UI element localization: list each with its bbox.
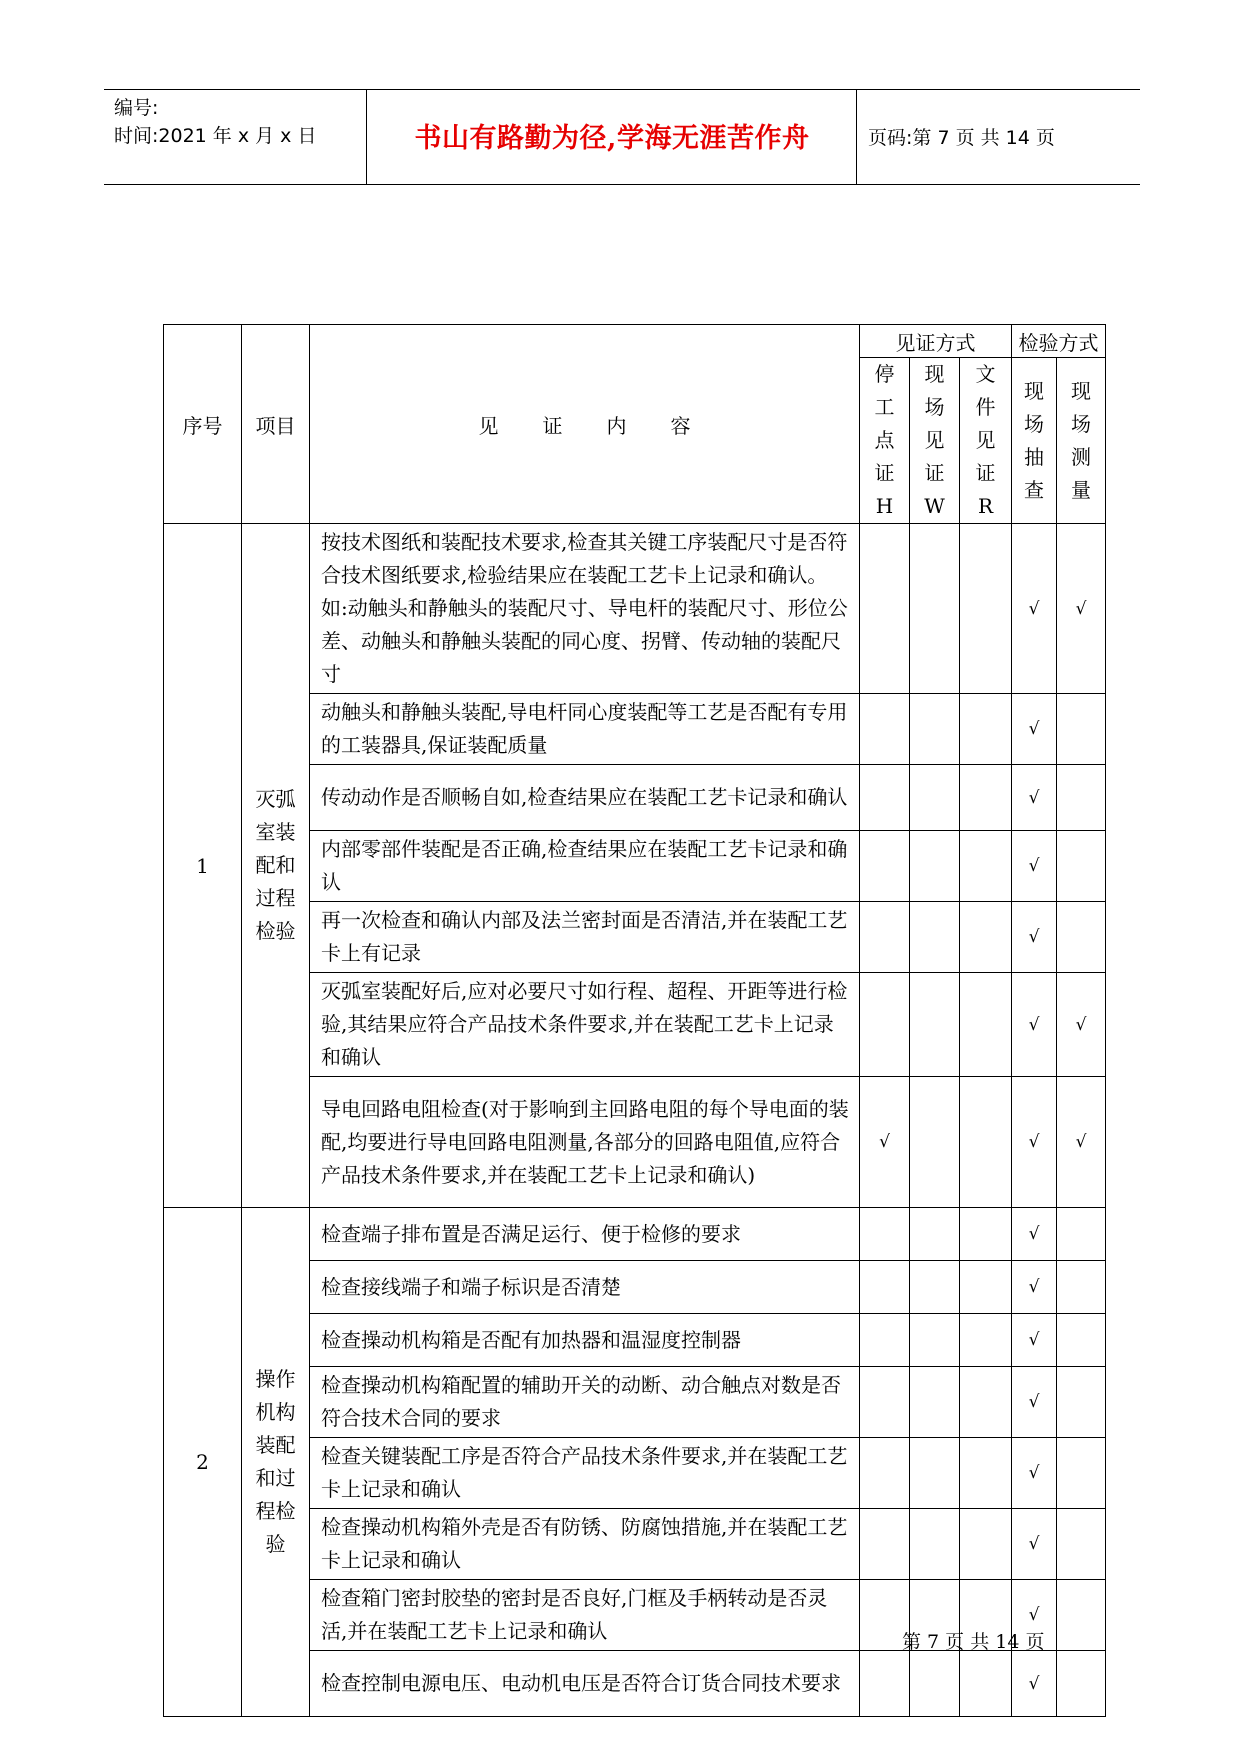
subheader-char: 证: [874, 461, 895, 485]
check-cell: [910, 1314, 960, 1367]
check-cell: [1012, 1438, 1057, 1509]
subheader-char: 查: [1024, 477, 1044, 502]
check-mark: √: [1028, 1277, 1040, 1297]
check-cell: [860, 1651, 910, 1717]
subheader-char: 工: [874, 395, 895, 419]
subheader-char: 文: [975, 362, 996, 386]
row-content: 导电回路电阻检查(对于影响到主回路电阻的每个导电面的装配,均要进行导电回路电阻测量,各部分的回路电阻值,应符合产品技术条件要求,并在装配工艺卡上记录和确认): [310, 1077, 860, 1208]
check-cell: [910, 765, 960, 831]
check-cell: [1012, 765, 1057, 831]
section-item-line: 灭弧: [255, 787, 296, 811]
section-item: [242, 524, 310, 1208]
check-cell: [910, 524, 960, 694]
check-cell: [1012, 831, 1057, 902]
check-mark: √: [1028, 598, 1040, 619]
check-cell: [860, 1077, 910, 1208]
check-mark: √: [1028, 856, 1040, 876]
header-meta: [114, 94, 316, 150]
check-cell: [960, 1314, 1012, 1367]
check-cell: [960, 1509, 1012, 1580]
check-mark: √: [1075, 598, 1087, 619]
check-cell: [860, 1509, 910, 1580]
subheader-char: 件: [975, 395, 996, 419]
subheader-char: 量: [1071, 477, 1091, 502]
check-cell: [1012, 1077, 1057, 1208]
check-cell: [960, 524, 1012, 694]
header-divider: [856, 90, 857, 184]
check-cell: [1057, 1314, 1106, 1367]
page-footer: 第 7 页 共 14 页: [902, 1631, 1045, 1653]
subheader-char: 见: [924, 428, 945, 452]
subheader-cell: [910, 358, 960, 524]
subheader-char: 场: [924, 395, 945, 419]
subheader-char: 现: [1071, 378, 1091, 403]
check-cell: [910, 831, 960, 902]
check-cell: [1012, 1314, 1057, 1367]
subheader-char: 现: [1024, 378, 1044, 403]
check-cell: [960, 765, 1012, 831]
check-cell: [1057, 902, 1106, 973]
header-divider: [366, 90, 367, 184]
subheader-char: R: [977, 494, 994, 518]
section-item-line: 验: [265, 1532, 286, 1556]
check-cell: [1012, 902, 1057, 973]
check-cell: [1012, 694, 1057, 765]
row-content: 再一次检查和确认内部及法兰密封面是否清洁,并在装配工艺卡上有记录: [310, 902, 860, 973]
header-inspect-group: 检验方式: [1012, 325, 1106, 358]
row-content: 检查接线端子和端子标识是否清楚: [310, 1261, 860, 1314]
check-cell: [860, 973, 910, 1077]
check-cell: [860, 1208, 910, 1261]
row-content: 动触头和静触头装配,导电杆同心度装配等工艺是否配有专用的工装器具,保证装配质量: [310, 694, 860, 765]
check-cell: [1057, 973, 1106, 1077]
header-witness-group: 见证方式: [860, 325, 1012, 358]
section-item-line: 检验: [255, 919, 296, 943]
table-body: [164, 325, 1106, 1717]
subheader-char: W: [924, 494, 945, 518]
row-content: 检查操动机构箱配置的辅助开关的动断、动合触点对数是否符合技术合同的要求: [310, 1367, 860, 1438]
row-content: 检查控制电源电压、电动机电压是否符合订货合同技术要求: [310, 1651, 860, 1717]
check-cell: [1057, 694, 1106, 765]
check-cell: [1057, 1077, 1106, 1208]
section-seq: 2: [164, 1208, 242, 1717]
subheader-char: H: [875, 494, 894, 518]
check-mark: √: [1028, 1392, 1040, 1412]
section-item-line: 程检: [255, 1499, 296, 1523]
check-cell: [960, 1208, 1012, 1261]
check-cell: [1057, 1438, 1106, 1509]
check-cell: [1057, 1580, 1106, 1651]
document-number-label: 编号:: [114, 97, 159, 119]
check-mark: √: [1028, 1605, 1040, 1625]
check-cell: [910, 1367, 960, 1438]
subheader-char: 停: [874, 362, 895, 386]
header-page-number: 页码:第 7 页 共 14 页: [868, 127, 1055, 149]
check-cell: [860, 902, 910, 973]
check-cell: [860, 831, 910, 902]
check-mark: √: [1028, 1673, 1040, 1694]
check-cell: [860, 1314, 910, 1367]
subheader-cell: [960, 358, 1012, 524]
check-mark: √: [1075, 1014, 1087, 1035]
subheader-char: 抽: [1024, 444, 1044, 469]
subheader-char: 见: [975, 428, 996, 452]
check-cell: [1012, 1651, 1057, 1717]
check-cell: [960, 1261, 1012, 1314]
check-mark: √: [1028, 1014, 1040, 1035]
check-cell: [910, 1261, 960, 1314]
check-cell: [960, 1651, 1012, 1717]
check-cell: [960, 1438, 1012, 1509]
section-seq: 1: [164, 524, 242, 1208]
row-content: 检查操动机构箱是否配有加热器和温湿度控制器: [310, 1314, 860, 1367]
section-item-line: 配和: [255, 853, 296, 877]
check-cell: [860, 765, 910, 831]
check-cell: [910, 1208, 960, 1261]
section-item-line: 装配: [255, 1433, 296, 1457]
check-cell: [910, 902, 960, 973]
check-cell: [860, 524, 910, 694]
check-cell: [960, 902, 1012, 973]
row-content: 检查箱门密封胶垫的密封是否良好,门框及手柄转动是否灵活,并在装配工艺卡上记录和确认: [310, 1580, 860, 1651]
check-mark: √: [1028, 1463, 1040, 1483]
subheader-cell: [1012, 358, 1057, 524]
check-cell: [910, 1509, 960, 1580]
check-cell: [1057, 831, 1106, 902]
check-mark: √: [879, 1132, 890, 1152]
check-cell: [860, 694, 910, 765]
subheader-char: 证: [975, 461, 996, 485]
inspection-table: [163, 324, 1106, 1717]
check-mark: √: [1028, 787, 1040, 808]
section-item-line: 和过: [255, 1466, 296, 1490]
section-item-line: 过程: [255, 886, 296, 910]
check-cell: [960, 1077, 1012, 1208]
check-cell: [910, 1651, 960, 1717]
check-cell: [960, 973, 1012, 1077]
check-cell: [1057, 1367, 1106, 1438]
check-cell: [960, 831, 1012, 902]
check-cell: [910, 1077, 960, 1208]
subheader-char: 场: [1024, 411, 1044, 436]
check-mark: √: [1028, 719, 1040, 739]
document-time-label: 时间:2021 年 x 月 x 日: [114, 125, 317, 147]
check-mark: √: [1075, 1132, 1087, 1152]
subheader-char: 点: [874, 428, 895, 452]
section-item-line: 机构: [255, 1400, 296, 1424]
row-content: 检查关键装配工序是否符合产品技术条件要求,并在装配工艺卡上记录和确认: [310, 1438, 860, 1509]
check-cell: [1012, 973, 1057, 1077]
check-cell: [1057, 1261, 1106, 1314]
subheader-char: 证: [924, 461, 945, 485]
table-row: [164, 1208, 1106, 1261]
check-cell: [1012, 1509, 1057, 1580]
section-item-line: 操作: [255, 1367, 296, 1391]
table-row: [164, 524, 1106, 694]
header-content-label: 见证内容: [478, 413, 735, 438]
check-cell: [860, 1367, 910, 1438]
subheader-cell: [1057, 358, 1106, 524]
row-content: 灭弧室装配好后,应对必要尺寸如行程、超程、开距等进行检验,其结果应符合产品技术条件要求,并在装配工艺卡上记录和确认: [310, 973, 860, 1077]
check-cell: [960, 694, 1012, 765]
row-content: 检查操动机构箱外壳是否有防锈、防腐蚀措施,并在装配工艺卡上记录和确认: [310, 1509, 860, 1580]
row-content: 内部零部件装配是否正确,检查结果应在装配工艺卡记录和确认: [310, 831, 860, 902]
check-cell: [860, 1438, 910, 1509]
check-cell: [860, 1261, 910, 1314]
check-cell: [910, 973, 960, 1077]
check-cell: [1012, 524, 1057, 694]
subheader-char: 测: [1071, 444, 1091, 469]
check-cell: [1012, 1261, 1057, 1314]
check-cell: [910, 1438, 960, 1509]
page-header: [104, 89, 1140, 185]
header-content: [310, 325, 860, 524]
section-item-line: 室装: [255, 820, 296, 844]
section-item: [242, 1208, 310, 1717]
check-cell: [1012, 1367, 1057, 1438]
check-cell: [1057, 1208, 1106, 1261]
check-mark: √: [1028, 1132, 1040, 1152]
check-cell: [960, 1367, 1012, 1438]
row-content: 传动动作是否顺畅自如,检查结果应在装配工艺卡记录和确认: [310, 765, 860, 831]
check-mark: √: [1028, 1330, 1040, 1350]
row-content: 检查端子排布置是否满足运行、便于检修的要求: [310, 1208, 860, 1261]
check-cell: [910, 694, 960, 765]
check-cell: [1057, 1509, 1106, 1580]
check-mark: √: [1028, 927, 1040, 947]
header-item: 项目: [242, 325, 310, 524]
check-cell: [1012, 1208, 1057, 1261]
row-content: 按技术图纸和装配技术要求,检查其关键工序装配尺寸是否符合技术图纸要求,检验结果应在装配工艺卡上记录和确认。如:动触头和静触头的装配尺寸、导电杆的装配尺寸、形位公差、动触头和静触头装配的同心度、拐臂、传动轴的装配尺寸: [310, 524, 860, 694]
check-cell: [1057, 524, 1106, 694]
header-motto: 书山有路勤为径,学海无涯苦作舟: [414, 123, 810, 154]
header-seq: 序号: [164, 325, 242, 524]
subheader-cell: [860, 358, 910, 524]
table-header-row: [164, 325, 1106, 358]
subheader-char: 现: [924, 362, 945, 386]
check-cell: [1057, 1651, 1106, 1717]
check-cell: [1057, 765, 1106, 831]
check-mark: √: [1028, 1534, 1040, 1554]
check-mark: √: [1028, 1224, 1040, 1244]
subheader-char: 场: [1071, 411, 1091, 436]
